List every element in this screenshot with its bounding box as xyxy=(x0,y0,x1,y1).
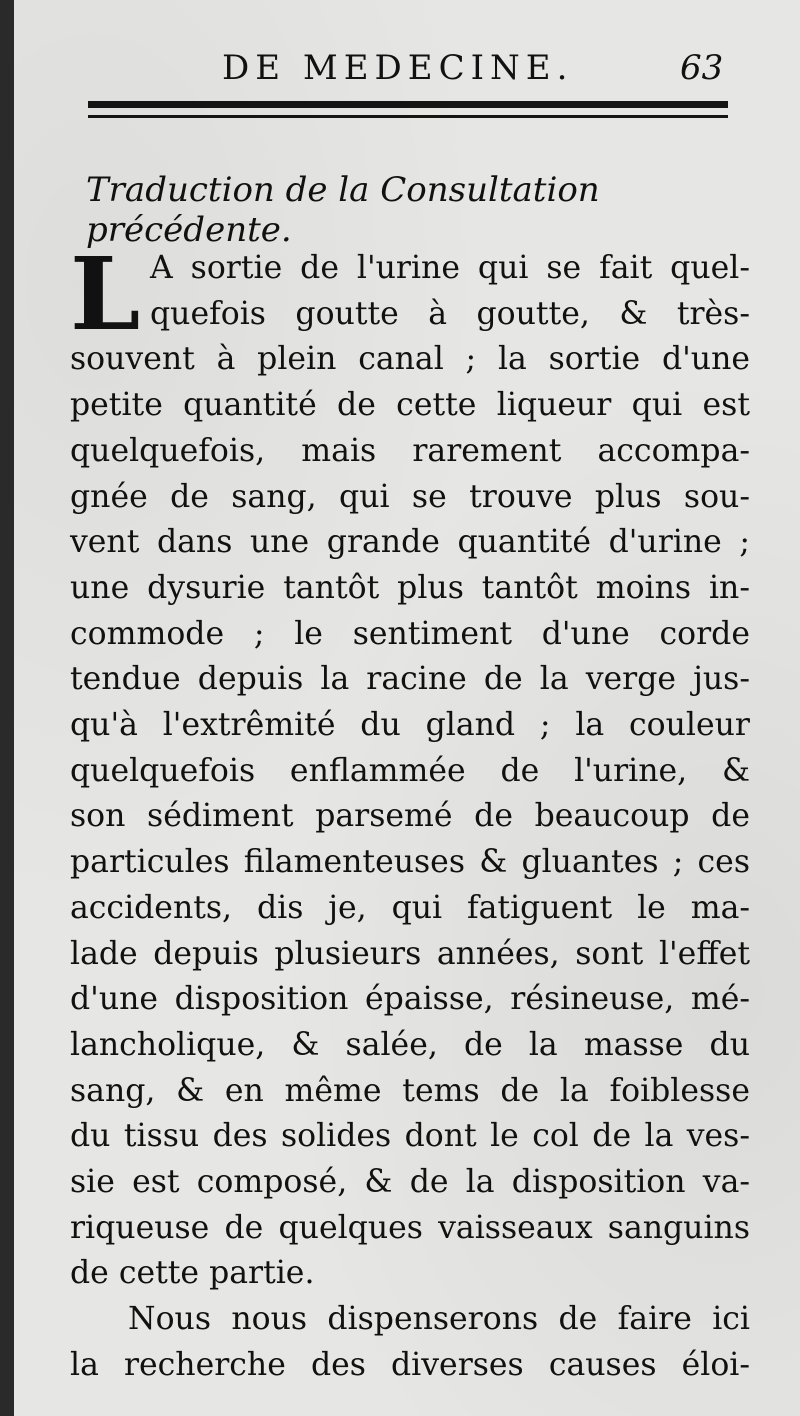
text-line: d'une disposition épaisse, résineuse, mé- xyxy=(70,981,750,1018)
text-line: lancholique, & salée, de la masse du xyxy=(70,1026,750,1063)
book-page xyxy=(14,0,800,1416)
text-line: tendue depuis la racine de la verge jus- xyxy=(70,661,750,698)
text-line: petite quantité de cette liqueur qui est xyxy=(70,387,750,424)
text-line: qu'à l'extrêmité du gland ; la couleur xyxy=(70,707,750,744)
text-line: la recherche des diverses causes éloi- xyxy=(70,1346,750,1383)
body-text xyxy=(70,235,750,1389)
text-line: Nous nous dispenserons de faire ici xyxy=(128,1301,750,1338)
text-line: particules filamenteuses & gluantes ; ces xyxy=(70,844,750,881)
text-line: sie est composé, & de la disposition va- xyxy=(70,1164,750,1201)
header-rule xyxy=(88,101,728,108)
paragraph-2 xyxy=(70,1297,750,1388)
header-rule-thin xyxy=(88,115,728,118)
text-line: du tissu des solides dont le col de la ves- xyxy=(70,1118,750,1155)
text-line: son sédiment parsemé de beaucoup de xyxy=(70,798,750,835)
paragraph-1 xyxy=(70,235,750,1297)
text-line: quelquefois, mais rarement accompa- xyxy=(70,432,750,469)
text-line: vent dans une grande quantité d'urine ; xyxy=(70,524,750,561)
text-line: commode ; le sentiment d'une corde xyxy=(70,615,750,652)
text-line: une dysurie tantôt plus tantôt moins in- xyxy=(70,569,750,606)
text-line: de cette partie. xyxy=(70,1255,315,1292)
text-line: sang, & en même tems de la foiblesse xyxy=(70,1072,750,1109)
text-line: accidents, dis je, qui fatiguent le ma- xyxy=(70,889,750,926)
text-line: gnée de sang, qui se trouve plus sou- xyxy=(70,478,750,515)
text-line: souvent à plein canal ; la sortie d'une xyxy=(70,341,750,378)
text-line: lade depuis plusieurs années, sont l'effet xyxy=(70,935,750,972)
text-line: quelquefois enflammée de l'urine, & xyxy=(70,752,750,789)
text-line: A sortie de l'urine qui se fait quel- xyxy=(150,250,750,286)
page-header xyxy=(200,42,760,102)
text-line: riqueuse de quelques vaisseaux sanguins xyxy=(70,1209,750,1246)
text-line: quefois goutte à goutte, & très- xyxy=(150,295,750,332)
running-title: DE MEDECINE. xyxy=(222,48,574,88)
page-number: 63 xyxy=(680,48,724,88)
drop-cap: L xyxy=(70,235,141,353)
section-title: Traduction de la Consultation précédente. xyxy=(86,170,600,250)
